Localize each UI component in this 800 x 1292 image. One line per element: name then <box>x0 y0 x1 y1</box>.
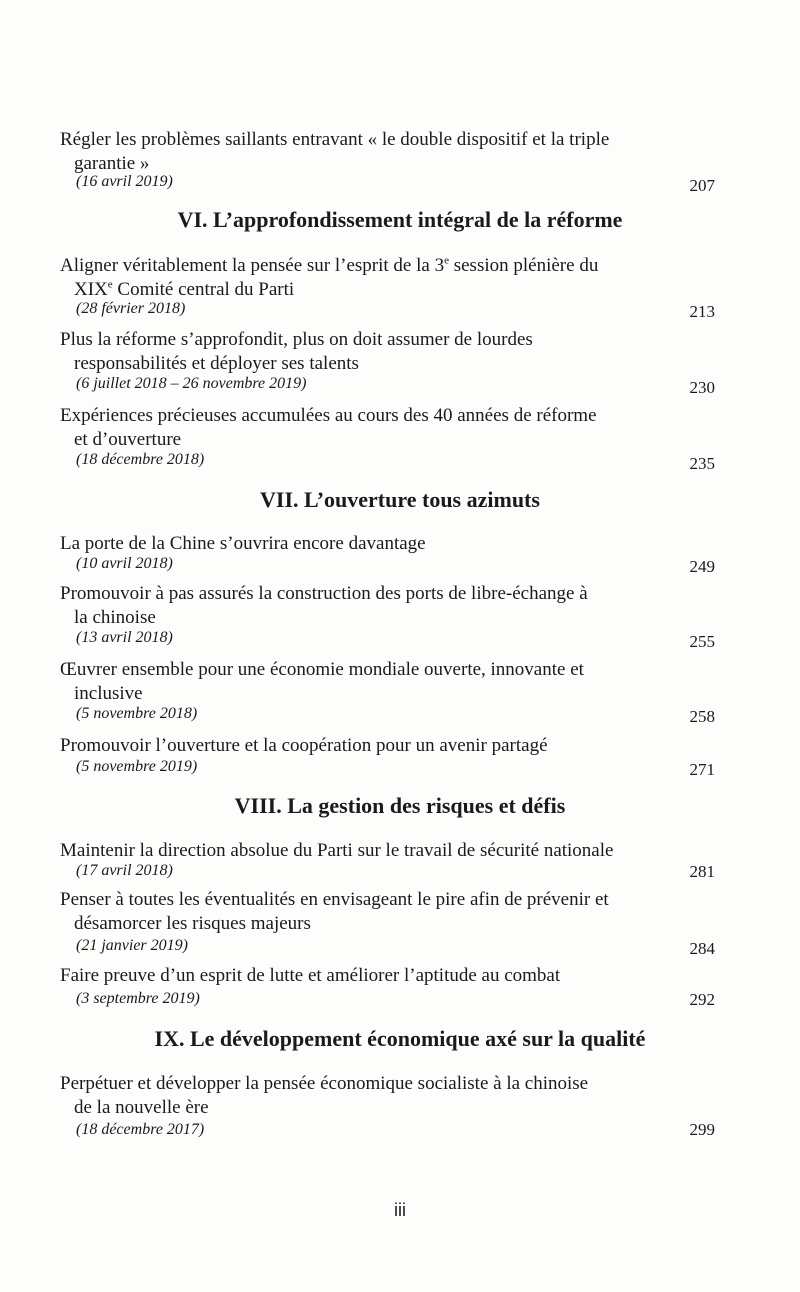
toc-entry-page: 235 <box>689 454 715 473</box>
toc-entry-line: Plus la réforme s’approfondit, plus on doit assumer de lourdes <box>60 329 533 350</box>
toc-entry-page: 213 <box>689 302 715 321</box>
toc-entry-date: (6 juillet 2018 – 26 novembre 2019) <box>76 375 307 392</box>
section-heading: VI. L’approfondissement intégral de la réforme <box>177 207 623 232</box>
toc-entry-line: désamorcer les risques majeurs <box>74 913 311 934</box>
toc-entry-title <box>60 658 720 706</box>
toc-entry-line: Régler les problèmes saillants entravant « le double dispositif et la triple <box>60 129 610 150</box>
toc-entry-date: (18 décembre 2018) <box>76 451 205 468</box>
toc-entry-title <box>60 254 720 302</box>
toc-entry-line: Promouvoir l’ouverture et la coopération pour un avenir partagé <box>60 735 548 756</box>
toc-entry-line: de la nouvelle ère <box>74 1097 209 1118</box>
toc-entry-line: Expériences précieuses accumulées au cours des 40 années de réforme <box>60 405 597 426</box>
toc-entry-line: Œuvrer ensemble pour une économie mondiale ouverte, innovante et <box>60 659 584 680</box>
toc-entry-title <box>60 734 720 758</box>
toc-entry-date: (13 avril 2018) <box>76 629 173 646</box>
toc-entry-title <box>60 1072 720 1120</box>
toc-entry-line: La porte de la Chine s’ouvrira encore davantage <box>60 533 426 554</box>
toc-entry-title <box>60 404 720 452</box>
toc-entry-page: 299 <box>689 1120 715 1139</box>
toc-entry-date: (5 novembre 2019) <box>76 758 198 775</box>
toc-entry-title <box>60 328 720 376</box>
toc-entry-page: 284 <box>689 939 715 958</box>
toc-entry-line: Penser à toutes les éventualités en envisageant le pire afin de prévenir et <box>60 889 609 910</box>
toc-entry-date: (16 avril 2019) <box>76 173 173 190</box>
toc-entry-line: et d’ouverture <box>74 429 182 450</box>
toc-entry-line: Maintenir la direction absolue du Parti sur le travail de sécurité nationale <box>60 840 614 861</box>
toc-entry-date: (10 avril 2018) <box>76 555 173 572</box>
toc-entry-page: 292 <box>689 990 715 1009</box>
toc-entry-page: 255 <box>689 632 715 651</box>
toc-entry-date: (18 décembre 2017) <box>76 1121 205 1138</box>
toc-entry-title <box>60 888 720 936</box>
toc-entry-line: la chinoise <box>74 607 156 628</box>
toc-entry-page: 249 <box>689 557 715 576</box>
page-number: iii <box>394 1200 406 1220</box>
toc-entry-page: 258 <box>689 707 715 726</box>
toc-entry-line: XIXe Comité central du Parti <box>74 278 295 300</box>
toc-entry-date: (3 septembre 2019) <box>76 990 200 1007</box>
toc-entry-date: (17 avril 2018) <box>76 862 173 879</box>
toc-entry-page: 281 <box>689 862 715 881</box>
toc-entry-title <box>60 964 720 988</box>
toc-entry-page: 271 <box>689 760 715 779</box>
toc-entry-title <box>60 532 720 556</box>
toc-entry-date: (5 novembre 2018) <box>76 705 198 722</box>
toc-entry-line: Faire preuve d’un esprit de lutte et améliorer l’aptitude au combat <box>60 965 561 986</box>
section-heading: VII. L’ouverture tous azimuts <box>260 487 540 512</box>
toc-entry-page: 230 <box>689 378 715 397</box>
section-heading: VIII. La gestion des risques et défis <box>234 793 566 818</box>
toc-entry-line: responsabilités et déployer ses talents <box>74 353 359 374</box>
toc-entry-line: Promouvoir à pas assurés la construction des ports de libre-échange à <box>60 583 588 604</box>
toc-entry-line: inclusive <box>74 683 143 704</box>
toc-entry-line: garantie » <box>74 153 150 174</box>
toc-entry-title <box>60 839 720 863</box>
toc-entry-title <box>60 582 720 630</box>
toc-entry-page: 207 <box>689 176 715 195</box>
toc-entry-date: (28 février 2018) <box>76 300 186 317</box>
toc-entry-date: (21 janvier 2019) <box>76 937 188 954</box>
toc-entry-line: Aligner véritablement la pensée sur l’esprit de la 3e session plénière du <box>60 254 599 276</box>
toc-entry-title <box>60 128 720 176</box>
section-heading: IX. Le développement économique axé sur la qualité <box>154 1026 646 1051</box>
toc-entry-line: Perpétuer et développer la pensée économique socialiste à la chinoise <box>60 1073 589 1094</box>
